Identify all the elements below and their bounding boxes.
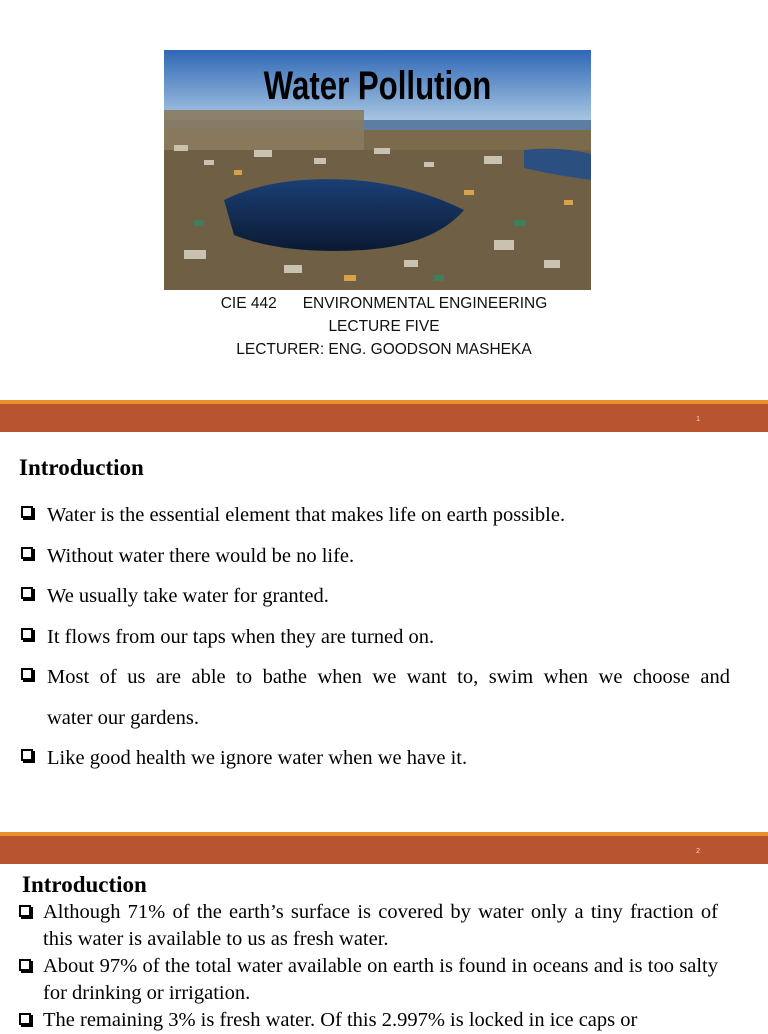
checkbox-bullet-icon	[21, 749, 33, 761]
checkbox-bullet-icon	[19, 905, 31, 917]
lecturer-name: LECTURER: ENG. GOODSON MASHEKA	[236, 341, 532, 358]
list-item: The remaining 3% is fresh water. Of this 2.997% is locked in ice caps or	[18, 1007, 718, 1034]
slide-number: 2	[696, 848, 700, 855]
course-line	[164, 295, 604, 313]
course-name: ENVIRONMENTAL ENGINEERING	[302, 295, 548, 312]
checkbox-bullet-icon	[21, 547, 33, 559]
list-item-continuation: water our gardens.	[47, 706, 199, 729]
divider-highlight	[0, 832, 768, 836]
slide-divider-bar	[0, 832, 768, 864]
list-item: Most of us are able to bathe when we want to, swim when we choose and	[20, 657, 730, 698]
course-code: CIE 442	[220, 295, 277, 312]
checkbox-bullet-icon	[21, 628, 33, 640]
checkbox-bullet-icon	[21, 668, 33, 680]
checkbox-bullet-icon	[21, 506, 33, 518]
list-item: Although 71% of the earth’s surface is covered by water only a tiny fraction of this water is available to us as fresh water.	[18, 899, 718, 953]
list-item: Without water there would be no life.	[20, 536, 730, 577]
list-item: About 97% of the total water available on earth is found in oceans and is too salty for drinking or irrigation.	[18, 953, 718, 1007]
lecture-number: LECTURE FIVE	[328, 318, 440, 335]
slide3-heading: Introduction	[22, 872, 147, 897]
list-item: We usually take water for granted.	[20, 576, 730, 617]
slide3-bullet-list	[18, 899, 718, 1034]
list-item: Water is the essential element that makes life on earth possible.	[20, 495, 730, 536]
cover-image	[164, 50, 591, 290]
slide2-heading: Introduction	[19, 455, 144, 480]
title-slide	[0, 0, 768, 400]
slide-number: 1	[696, 416, 700, 423]
checkbox-bullet-icon	[21, 587, 33, 599]
cover-title: Water Pollution	[263, 64, 492, 108]
checkbox-bullet-icon	[19, 1013, 31, 1025]
slide2-bullet-list	[20, 495, 730, 779]
slide-divider-bar	[0, 400, 768, 432]
list-item: Like good health we ignore water when we have it.	[20, 738, 730, 779]
divider-highlight	[0, 400, 768, 404]
checkbox-bullet-icon	[19, 959, 31, 971]
list-item: It flows from our taps when they are turned on.	[20, 617, 730, 658]
